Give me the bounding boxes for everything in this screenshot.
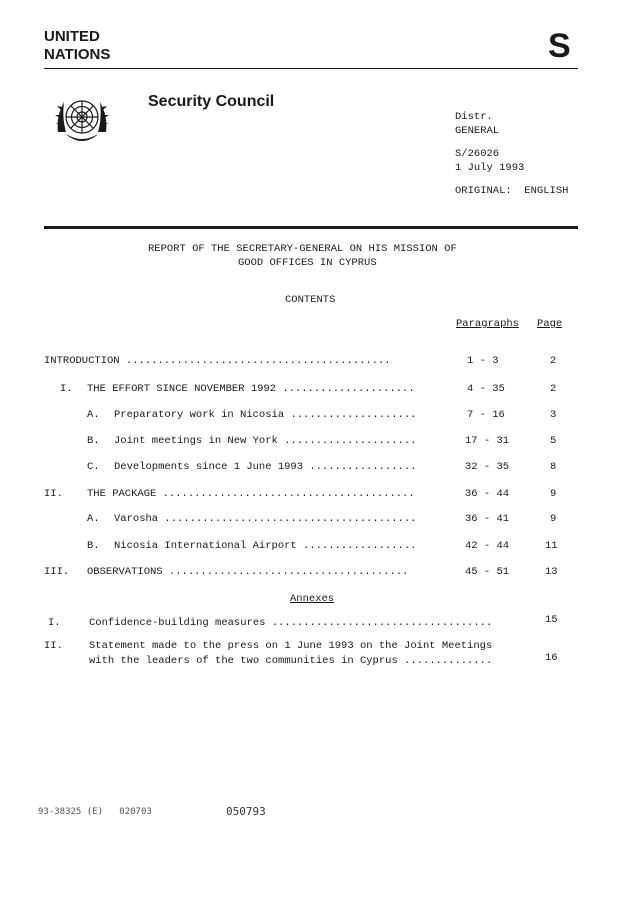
toc-row-title: INTRODUCTION .......................................... [44, 355, 391, 367]
toc-row-page: 8 [550, 461, 557, 473]
toc-row-number: I. [60, 383, 73, 395]
toc-row-paragraphs: 1 - 3 [467, 355, 499, 367]
date-stamp: 050793 [226, 805, 266, 818]
annex-number: I. [48, 617, 61, 629]
toc-row-paragraphs: 17 - 31 [465, 435, 510, 447]
distr-label: Distr. [455, 111, 493, 123]
toc-row-title: THE EFFORT SINCE NOVEMBER 1992 ..................... [87, 383, 415, 395]
toc-row-page: 5 [550, 435, 557, 447]
annex-title-line2: with the leaders of the two communities in Cyprus .............. [89, 655, 493, 667]
toc-row-paragraphs: 45 - 51 [465, 566, 510, 578]
toc-row-page: 2 [550, 355, 557, 367]
toc-row-title: THE PACKAGE ........................................ [87, 488, 415, 500]
toc-row-number: III. [44, 566, 70, 578]
toc-row-paragraphs: 42 - 44 [465, 540, 510, 552]
annex-title: Confidence-building measures ................................... [89, 617, 493, 629]
contents-heading: CONTENTS [285, 294, 336, 306]
toc-row-title: Nicosia International Airport .................. [114, 540, 417, 552]
col-page-header: Page [537, 318, 563, 330]
toc-row-title: OBSERVATIONS ...................................... [87, 566, 409, 578]
series-letter: S [548, 27, 571, 65]
toc-row-number: B. [87, 540, 100, 552]
document-date: 1 July 1993 [455, 162, 525, 174]
annexes-heading: Annexes [290, 593, 335, 605]
annex-number: II. [44, 640, 63, 652]
toc-row-page: 9 [550, 513, 557, 525]
org-name-line1: UNITED [44, 28, 100, 45]
toc-row-number: A. [87, 513, 100, 525]
toc-row-title: Joint meetings in New York ..................... [114, 435, 417, 447]
original-language: ORIGINAL: ENGLISH [455, 185, 569, 197]
un-emblem-icon [52, 92, 112, 148]
org-name-line2: NATIONS [44, 46, 111, 63]
report-title-line1: REPORT OF THE SECRETARY-GENERAL ON HIS MISSION OF [148, 243, 457, 255]
toc-row-page: 9 [550, 488, 557, 500]
title-rule [44, 226, 578, 229]
toc-row-page: 3 [550, 409, 557, 421]
toc-row-paragraphs: 36 - 44 [465, 488, 510, 500]
toc-row-number: A. [87, 409, 100, 421]
distr-type: GENERAL [455, 125, 500, 137]
job-number: 93-38325 (E) 020703 [38, 807, 152, 817]
toc-row-page: 2 [550, 383, 557, 395]
toc-row-page: 13 [545, 566, 558, 578]
council-name: Security Council [148, 93, 275, 110]
toc-row-title: Varosha ........................................ [114, 513, 417, 525]
toc-row-paragraphs: 7 - 16 [467, 409, 505, 421]
annex-page: 16 [545, 652, 558, 664]
toc-row-paragraphs: 36 - 41 [465, 513, 510, 525]
document-symbol: S/26026 [455, 148, 500, 160]
annex-page: 15 [545, 614, 558, 626]
header-rule [44, 68, 578, 69]
toc-row-number: C. [87, 461, 100, 473]
toc-row-paragraphs: 32 - 35 [465, 461, 510, 473]
toc-row-number: B. [87, 435, 100, 447]
toc-row-page: 11 [545, 540, 558, 552]
toc-row-paragraphs: 4 - 35 [467, 383, 505, 395]
report-title-line2: GOOD OFFICES IN CYPRUS [238, 257, 377, 269]
toc-row-title: Preparatory work in Nicosia .................... [114, 409, 417, 421]
col-paragraphs-header: Paragraphs [456, 318, 520, 330]
annex-title-line1: Statement made to the press on 1 June 1993 on the Joint Meetings [89, 640, 493, 652]
toc-row-title: Developments since 1 June 1993 ................. [114, 461, 417, 473]
toc-row-number: II. [44, 488, 63, 500]
